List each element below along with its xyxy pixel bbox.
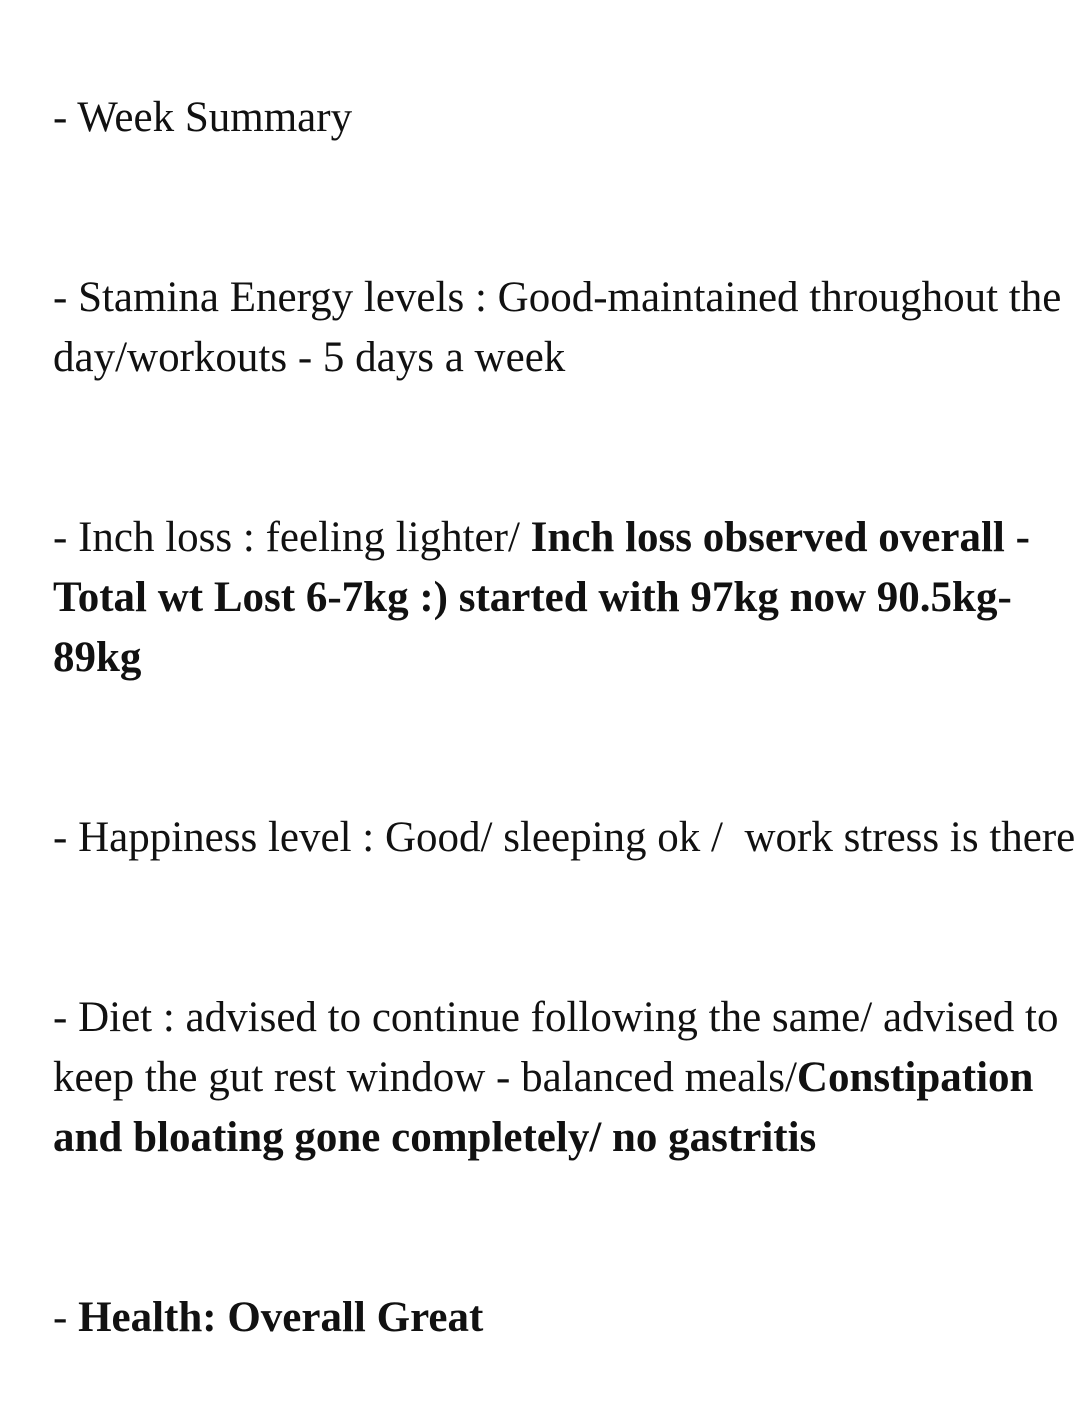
diet-result: Constipation and bloating gone completely/ no gastritis [53, 1054, 1045, 1161]
diet-label: - Diet : advised to continue following the same/ advised to keep the gut rest window - balanced meals/ [53, 994, 1070, 1101]
health-dash: - [53, 1294, 79, 1341]
health-result: Health: Overall Great [78, 1294, 484, 1341]
happiness-note: - Happiness level : Good/ sleeping ok / work stress is there [53, 814, 1076, 861]
inch-loss-result: Inch loss observed overall - Total wt Lost 6-7kg :) started with 97kg now 90.5kg-89kg [53, 514, 1040, 681]
document-body [53, 0, 1083, 1408]
stamina-note: - Stamina Energy levels : Good-maintained throughout the day/workouts - 5 days a week [53, 274, 1073, 381]
health-note [53, 1288, 1083, 1348]
clipped-heading: - Week Summary [53, 94, 353, 141]
inch-loss-note [53, 508, 1083, 688]
inch-loss-label: - Inch loss : feeling lighter/ [53, 514, 531, 561]
diet-note [53, 988, 1083, 1168]
